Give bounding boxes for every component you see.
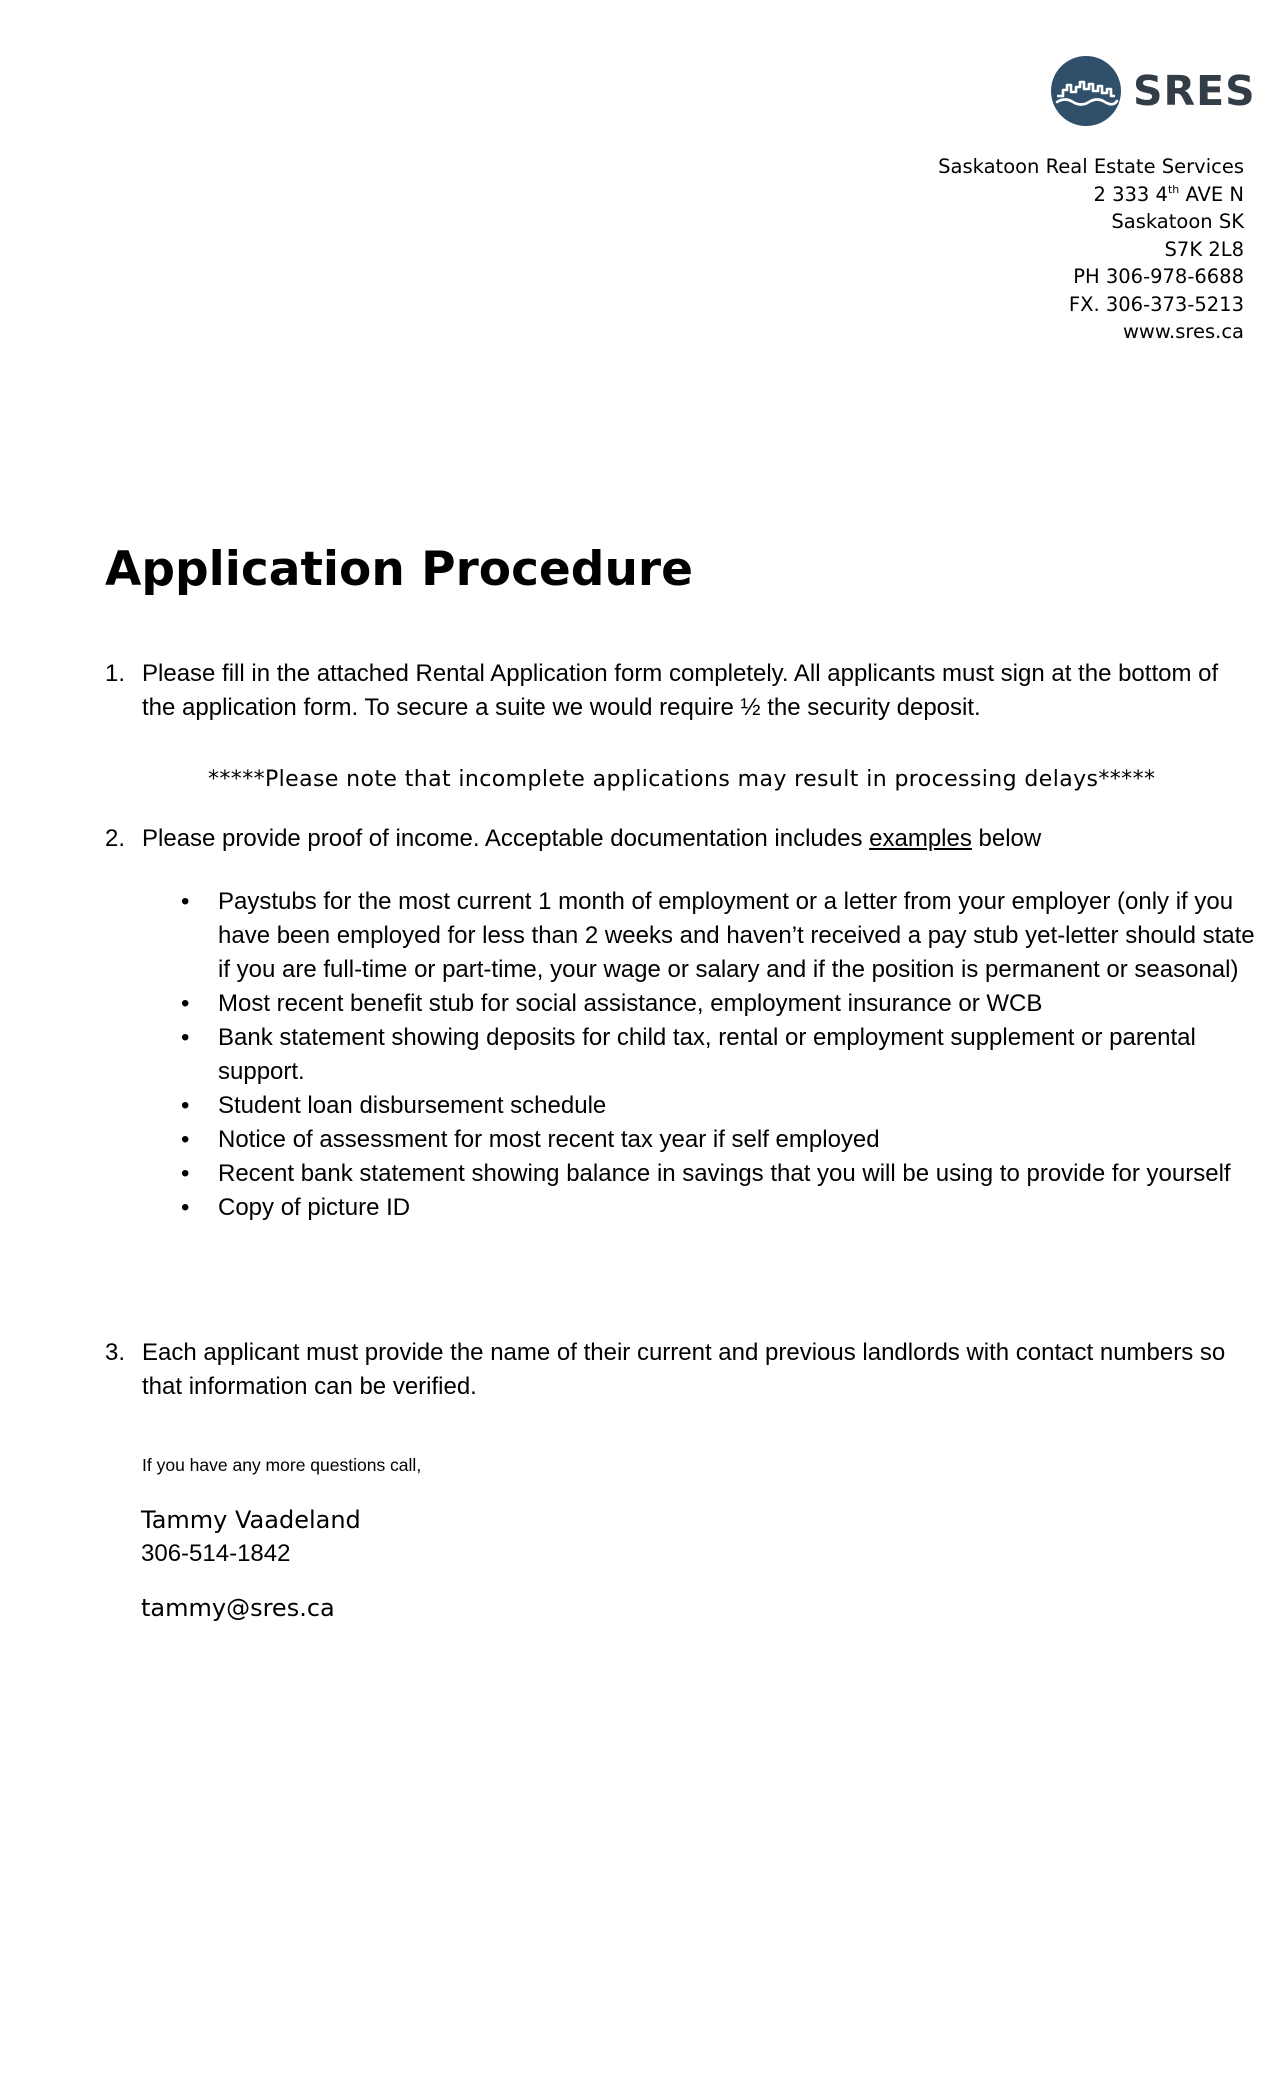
list-item: • Student loan disbursement schedule [218,1089,1258,1123]
questions-text: If you have any more questions call, [142,1455,422,1475]
item-3-number: 3. [105,1339,126,1366]
list-item: • Recent bank statement showing balance in savings that you will be using to provide for yourself [218,1157,1258,1191]
examples-link[interactable]: examples [869,825,972,852]
item-2-number: 2. [105,825,126,852]
company-name: Saskatoon Real Estate Services [938,155,1244,178]
income-documents-list [218,885,1258,1225]
logo-text: SRES [1133,66,1256,115]
item-3-text: Each applicant must provide the name of their current and previous landlords with contact numbers so that information can be verified. [142,1339,1226,1400]
contact-phone: 306-514-1842 [141,1540,291,1567]
fax-number: FX. 306-373-5213 [1068,292,1244,316]
item-1-number: 1. [105,660,126,687]
item-2-text [142,822,1252,856]
list-item: • Bank statement showing deposits for child tax, rental or employment supplement or parental support. [218,1021,1258,1089]
list-item: • Most recent benefit stub for social assistance, employment insurance or WCB [218,987,1258,1021]
company-address [938,153,1244,346]
page-title: Application Procedure [105,542,693,597]
city: Saskatoon SK [1111,210,1244,233]
sres-logo [1051,56,1256,126]
street-ordinal: th [1167,182,1180,196]
item-2-text-after: below [971,825,1042,852]
contact-name: Tammy Vaadeland [141,1506,361,1534]
city-skyline-wave-icon [1051,56,1121,126]
postal-code: S7K 2L8 [1164,237,1244,261]
list-item: • Notice of assessment for most recent tax year if self employed [218,1123,1258,1157]
street-name: AVE N [1179,182,1244,206]
item-2-text-before: Please provide proof of income. Acceptable documentation includes [142,825,870,852]
street-number: 2 333 4 [1093,182,1168,206]
website[interactable]: www.sres.ca [1122,320,1244,343]
item-1-text: Please fill in the attached Rental Application form completely. All applicants must sign at the bottom of the application form. To secure a suite we would require ½ the security deposit. [142,660,1219,721]
incomplete-application-note: *****Please note that incomplete applications may result in processing delays***** [208,767,1156,792]
phone-number: PH 306-978-6688 [1073,265,1244,288]
street-address [938,181,1244,209]
list-item: • Paystubs for the most current 1 month of employment or a letter from your employer (only if you have been employed for less than 2 weeks and haven’t received a pay stub yet-letter should state if you are full-time or part-time, your wage or salary and if the position is permanent or seasonal) [218,885,1258,987]
list-item: • Copy of picture ID [218,1191,1258,1225]
contact-email[interactable]: tammy@sres.ca [141,1594,335,1622]
